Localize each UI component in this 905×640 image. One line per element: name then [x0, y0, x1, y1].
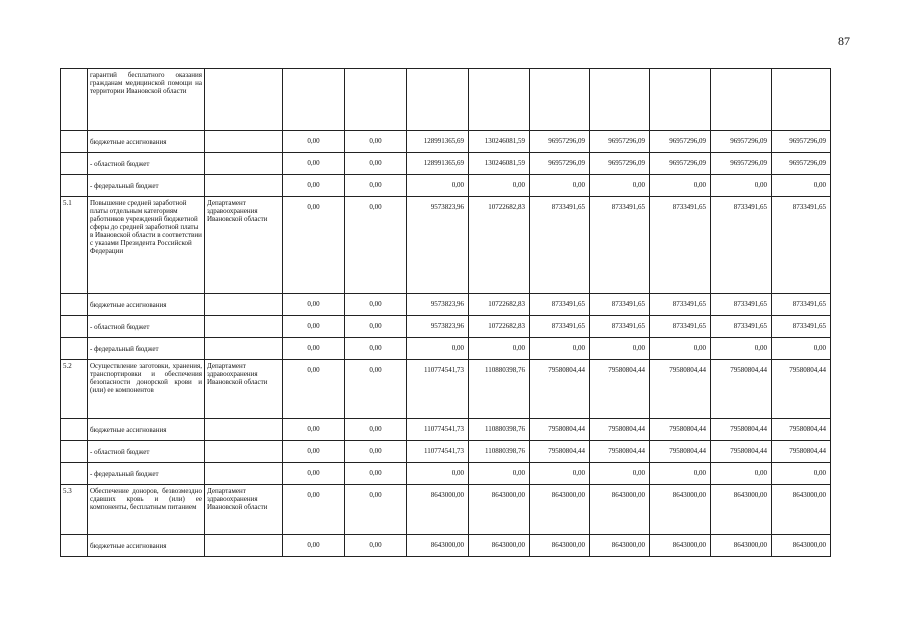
- row-index-cell: 5.1: [61, 197, 88, 294]
- value-cell: 79580804,44: [650, 441, 711, 463]
- value-cell: 110880398,76: [469, 441, 530, 463]
- value-cell: [711, 69, 772, 131]
- table-row: [61, 463, 831, 485]
- value-cell: 8733491,65: [772, 294, 831, 316]
- table-row: [61, 175, 831, 197]
- value-cell: 130246081,59: [469, 131, 530, 153]
- value-cell: 0,00: [711, 463, 772, 485]
- executor-cell: [205, 419, 283, 441]
- value-cell: 130246081,59: [469, 153, 530, 175]
- value-cell: 0,00: [407, 463, 469, 485]
- executor-cell: [205, 463, 283, 485]
- value-cell: 10722682,83: [469, 197, 530, 294]
- value-cell: 8733491,65: [650, 197, 711, 294]
- value-cell: 0,00: [711, 175, 772, 197]
- value-cell: 0,00: [283, 316, 345, 338]
- activity-name-cell: - федеральный бюджет: [88, 463, 205, 485]
- row-index-cell: 5.3: [61, 485, 88, 535]
- value-cell: [590, 69, 650, 131]
- value-cell: 8733491,65: [772, 197, 831, 294]
- value-cell: 8643000,00: [772, 535, 831, 557]
- value-cell: 8733491,65: [711, 316, 772, 338]
- value-cell: 8733491,65: [590, 197, 650, 294]
- value-cell: 79580804,44: [772, 419, 831, 441]
- value-cell: 79580804,44: [772, 360, 831, 419]
- value-cell: 8733491,65: [530, 294, 590, 316]
- value-cell: 110774541,73: [407, 419, 469, 441]
- value-cell: 0,00: [283, 441, 345, 463]
- executor-cell: [205, 316, 283, 338]
- row-index-cell: [61, 175, 88, 197]
- value-cell: 10722682,83: [469, 316, 530, 338]
- row-index-cell: [61, 463, 88, 485]
- value-cell: 8643000,00: [469, 535, 530, 557]
- value-cell: 79580804,44: [530, 419, 590, 441]
- value-cell: 0,00: [650, 463, 711, 485]
- value-cell: 110774541,73: [407, 441, 469, 463]
- value-cell: 0,00: [590, 175, 650, 197]
- value-cell: 79580804,44: [711, 441, 772, 463]
- executor-cell: [205, 69, 283, 131]
- value-cell: [283, 69, 345, 131]
- value-cell: 0,00: [283, 485, 345, 535]
- activity-name-cell: Осуществление заготовки, хранения, транспортировки и обеспечения безопасности донорской крови и (или) ее компонентов: [88, 360, 205, 419]
- budget-table: [60, 68, 831, 557]
- value-cell: 0,00: [650, 338, 711, 360]
- value-cell: 0,00: [530, 338, 590, 360]
- value-cell: 0,00: [283, 294, 345, 316]
- row-index-cell: [61, 419, 88, 441]
- value-cell: 0,00: [283, 338, 345, 360]
- value-cell: 8643000,00: [530, 535, 590, 557]
- value-cell: 8733491,65: [650, 316, 711, 338]
- value-cell: 128991365,69: [407, 153, 469, 175]
- value-cell: 96957296,09: [530, 131, 590, 153]
- executor-cell: [205, 294, 283, 316]
- value-cell: 0,00: [345, 197, 407, 294]
- value-cell: 8643000,00: [650, 535, 711, 557]
- value-cell: 8733491,65: [590, 316, 650, 338]
- value-cell: 0,00: [345, 485, 407, 535]
- row-index-cell: [61, 131, 88, 153]
- value-cell: 0,00: [283, 463, 345, 485]
- value-cell: 110880398,76: [469, 360, 530, 419]
- row-index-cell: 5.2: [61, 360, 88, 419]
- value-cell: 8643000,00: [590, 535, 650, 557]
- value-cell: 9573823,96: [407, 294, 469, 316]
- value-cell: 0,00: [345, 441, 407, 463]
- value-cell: 0,00: [590, 463, 650, 485]
- activity-name-cell: бюджетные ассигнования: [88, 131, 205, 153]
- table-row: [61, 535, 831, 557]
- value-cell: 8643000,00: [407, 485, 469, 535]
- value-cell: 79580804,44: [590, 441, 650, 463]
- value-cell: 0,00: [345, 316, 407, 338]
- table-row: [61, 316, 831, 338]
- value-cell: 0,00: [650, 175, 711, 197]
- executor-cell: Департамент здравоохранения Ивановской области: [205, 485, 283, 535]
- value-cell: 8643000,00: [590, 485, 650, 535]
- value-cell: 8733491,65: [650, 294, 711, 316]
- table-row: [61, 485, 831, 535]
- row-index-cell: [61, 316, 88, 338]
- value-cell: 0,00: [772, 463, 831, 485]
- activity-name-cell: - областной бюджет: [88, 153, 205, 175]
- executor-cell: Департамент здравоохранения Ивановской области: [205, 197, 283, 294]
- value-cell: 8643000,00: [711, 535, 772, 557]
- value-cell: 79580804,44: [711, 419, 772, 441]
- value-cell: 8733491,65: [711, 294, 772, 316]
- value-cell: 110880398,76: [469, 419, 530, 441]
- table-row: [61, 131, 831, 153]
- value-cell: 8733491,65: [711, 197, 772, 294]
- row-index-cell: [61, 441, 88, 463]
- activity-name-cell: - федеральный бюджет: [88, 338, 205, 360]
- value-cell: 8733491,65: [590, 294, 650, 316]
- value-cell: 0,00: [283, 197, 345, 294]
- value-cell: 79580804,44: [590, 419, 650, 441]
- value-cell: 0,00: [283, 131, 345, 153]
- row-index-cell: [61, 338, 88, 360]
- value-cell: 8733491,65: [530, 316, 590, 338]
- value-cell: 96957296,09: [590, 131, 650, 153]
- value-cell: 96957296,09: [590, 153, 650, 175]
- value-cell: 0,00: [772, 338, 831, 360]
- value-cell: 79580804,44: [650, 419, 711, 441]
- table-row: [61, 69, 831, 131]
- row-index-cell: [61, 535, 88, 557]
- value-cell: 96957296,09: [772, 131, 831, 153]
- page-number: 87: [838, 34, 850, 48]
- value-cell: 0,00: [283, 360, 345, 419]
- value-cell: 128991365,69: [407, 131, 469, 153]
- value-cell: 0,00: [345, 360, 407, 419]
- value-cell: 96957296,09: [650, 153, 711, 175]
- activity-name-cell: бюджетные ассигнования: [88, 419, 205, 441]
- value-cell: 79580804,44: [590, 360, 650, 419]
- table-row: [61, 197, 831, 294]
- value-cell: 0,00: [407, 175, 469, 197]
- value-cell: 8733491,65: [772, 316, 831, 338]
- value-cell: 8643000,00: [711, 485, 772, 535]
- executor-cell: [205, 131, 283, 153]
- value-cell: 0,00: [345, 131, 407, 153]
- table-row: [61, 294, 831, 316]
- value-cell: 0,00: [345, 338, 407, 360]
- value-cell: 0,00: [283, 419, 345, 441]
- value-cell: 8643000,00: [650, 485, 711, 535]
- value-cell: 0,00: [469, 175, 530, 197]
- table-row: [61, 153, 831, 175]
- value-cell: [772, 69, 831, 131]
- executor-cell: [205, 535, 283, 557]
- value-cell: 0,00: [345, 153, 407, 175]
- value-cell: [530, 69, 590, 131]
- executor-cell: [205, 338, 283, 360]
- value-cell: 79580804,44: [650, 360, 711, 419]
- value-cell: 96957296,09: [650, 131, 711, 153]
- activity-name-cell: - областной бюджет: [88, 441, 205, 463]
- value-cell: 96957296,09: [711, 153, 772, 175]
- value-cell: 8643000,00: [407, 535, 469, 557]
- value-cell: 9573823,96: [407, 197, 469, 294]
- value-cell: 96957296,09: [711, 131, 772, 153]
- value-cell: 79580804,44: [530, 360, 590, 419]
- value-cell: 0,00: [283, 535, 345, 557]
- value-cell: 0,00: [530, 463, 590, 485]
- value-cell: 0,00: [283, 175, 345, 197]
- table-row: [61, 419, 831, 441]
- row-index-cell: [61, 69, 88, 131]
- value-cell: 0,00: [345, 294, 407, 316]
- value-cell: 0,00: [711, 338, 772, 360]
- value-cell: [469, 69, 530, 131]
- row-index-cell: [61, 294, 88, 316]
- value-cell: 0,00: [283, 153, 345, 175]
- value-cell: 0,00: [345, 463, 407, 485]
- executor-cell: [205, 153, 283, 175]
- value-cell: 0,00: [345, 535, 407, 557]
- value-cell: 0,00: [345, 175, 407, 197]
- table-row: [61, 338, 831, 360]
- value-cell: 8733491,65: [530, 197, 590, 294]
- value-cell: 10722682,83: [469, 294, 530, 316]
- value-cell: 8643000,00: [469, 485, 530, 535]
- activity-name-cell: - федеральный бюджет: [88, 175, 205, 197]
- value-cell: 110774541,73: [407, 360, 469, 419]
- value-cell: 79580804,44: [530, 441, 590, 463]
- value-cell: 79580804,44: [711, 360, 772, 419]
- value-cell: 0,00: [345, 419, 407, 441]
- value-cell: [407, 69, 469, 131]
- activity-name-cell: - областной бюджет: [88, 316, 205, 338]
- value-cell: 79580804,44: [772, 441, 831, 463]
- activity-name-cell: бюджетные ассигнования: [88, 535, 205, 557]
- table-row: [61, 441, 831, 463]
- value-cell: 0,00: [407, 338, 469, 360]
- value-cell: 8643000,00: [772, 485, 831, 535]
- executor-cell: [205, 441, 283, 463]
- value-cell: [345, 69, 407, 131]
- row-index-cell: [61, 153, 88, 175]
- value-cell: 0,00: [590, 338, 650, 360]
- activity-name-cell: Обеспечение доноров, безвозмездно сдавших кровь и (или) ее компоненты, бесплатным питанием: [88, 485, 205, 535]
- value-cell: 9573823,96: [407, 316, 469, 338]
- value-cell: 0,00: [772, 175, 831, 197]
- value-cell: [650, 69, 711, 131]
- value-cell: 0,00: [469, 338, 530, 360]
- value-cell: 8643000,00: [530, 485, 590, 535]
- table-row: [61, 360, 831, 419]
- value-cell: 96957296,09: [530, 153, 590, 175]
- activity-name-cell: бюджетные ассигнования: [88, 294, 205, 316]
- activity-name-cell: Повышение средней заработной платы отдельным категориям работников учреждений бюджетной сферы до средней заработной платы в Ивановской области в соответствии с указами Президента Российской Федерации: [88, 197, 205, 294]
- activity-name-cell: гарантий бесплатного оказания гражданам медицинской помощи на территории Ивановской области: [88, 69, 205, 131]
- value-cell: 0,00: [530, 175, 590, 197]
- executor-cell: Департамент здравоохранения Ивановской области: [205, 360, 283, 419]
- executor-cell: [205, 175, 283, 197]
- value-cell: 96957296,09: [772, 153, 831, 175]
- value-cell: 0,00: [469, 463, 530, 485]
